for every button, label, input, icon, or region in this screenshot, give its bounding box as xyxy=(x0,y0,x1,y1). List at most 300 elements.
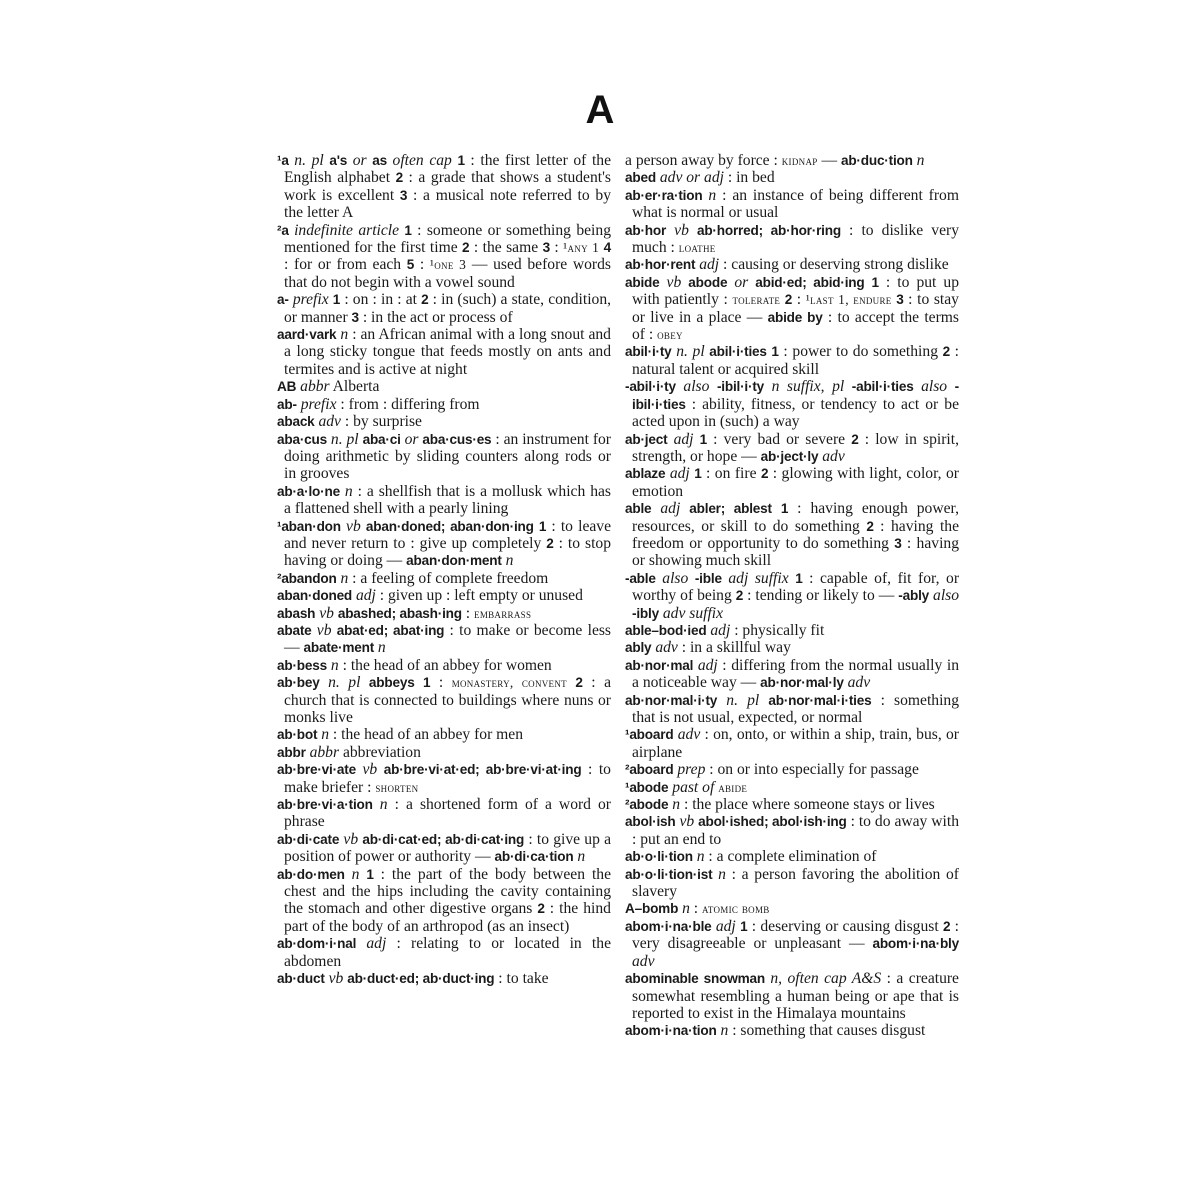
grammar-label: adj xyxy=(366,935,387,953)
grammar-label: n xyxy=(916,152,925,169)
definition-text: : having enough power, resources, or skill to do something xyxy=(632,500,959,535)
dictionary-entry xyxy=(277,866,611,936)
headword: a- xyxy=(277,292,289,308)
dictionary-entry xyxy=(625,169,959,186)
definition-text: : an instrument for doing arithmetic by sliding counters along rods or in grooves xyxy=(284,430,612,483)
grammar-label: adv or adj xyxy=(659,169,724,187)
headword: aback xyxy=(277,414,315,430)
dictionary-entry xyxy=(625,796,959,813)
dictionary-entry xyxy=(625,431,959,466)
definition-text: : someone or something being mentioned for the first time xyxy=(284,221,611,257)
cross-reference: obey xyxy=(657,327,683,343)
definition-text: : a person favoring the abolition of slavery xyxy=(632,865,960,901)
grammar-label: n xyxy=(344,482,353,500)
dictionary-entry xyxy=(625,657,959,692)
grammar-label: adv xyxy=(677,726,701,744)
definition-text: : xyxy=(461,604,475,622)
definition-text xyxy=(914,378,922,395)
grammar-label: vb xyxy=(319,604,334,622)
definition-text: : to leave and never return to : give up completely xyxy=(284,517,612,552)
definition-text: : very disagreeable or unpleasant — xyxy=(632,917,959,953)
definition-text: : to stay or live in a place — xyxy=(632,291,959,326)
grammar-label: vb xyxy=(346,517,361,535)
definition-text: : on or into especially for passage xyxy=(705,761,919,779)
grammar-label: vb xyxy=(328,970,344,988)
headword: ab·bot xyxy=(277,727,318,743)
bold-term: 1 xyxy=(795,570,803,586)
definition-text: : to stop having or doing — xyxy=(284,534,612,570)
bold-term: ab·nor·mal·ly xyxy=(760,675,844,691)
headword: abom·i·na·ble xyxy=(625,918,712,934)
bold-term: 2 xyxy=(760,466,769,482)
definition-text: : the hind part of the body of an arthropod (as an insect) xyxy=(284,900,611,935)
definition-text: : on fire xyxy=(701,465,761,483)
definition-text: — used before words that do not begin with a vowel sound xyxy=(284,256,611,291)
bold-term: aban·don·ment xyxy=(406,553,502,569)
definition-text: : relating to or located in the abdomen xyxy=(284,935,611,970)
dictionary-entry xyxy=(277,761,611,796)
dictionary-entry xyxy=(625,639,959,656)
headword: ab·bey xyxy=(277,675,320,691)
bold-term: 1 xyxy=(871,274,879,290)
headword: ²a xyxy=(277,222,289,238)
definition-text: : causing or deserving strong dislike xyxy=(719,256,949,274)
bold-term: 2 xyxy=(462,240,470,256)
grammar-label: n xyxy=(682,900,690,918)
definition-text: : from : differing from xyxy=(336,395,480,413)
grammar-label: n xyxy=(718,865,726,883)
dictionary-entry xyxy=(625,813,959,848)
grammar-label: n suffix, pl xyxy=(771,378,845,396)
headword: ab·dom·i·nal xyxy=(277,936,357,952)
bold-term: abol·ished; abol·ish·ing xyxy=(698,814,847,830)
headword: ab·nor·mal·i·ty xyxy=(625,692,718,708)
bold-term: as xyxy=(372,153,387,168)
definition-text: : a complete elimination of xyxy=(704,848,877,866)
headword: ab·bre·vi·ate xyxy=(277,762,356,778)
definition-text: : in a skillful way xyxy=(677,639,791,657)
dictionary-entry xyxy=(625,152,959,169)
definition-text: Alberta xyxy=(329,378,380,396)
headword: ab·di·cate xyxy=(277,831,340,847)
headword: ab·do·men xyxy=(277,866,345,882)
dictionary-entry xyxy=(277,518,611,570)
bold-term: 3 xyxy=(399,187,408,203)
headword: ab·ject xyxy=(625,431,668,447)
dictionary-entry xyxy=(625,378,959,430)
grammar-label: n xyxy=(321,726,330,744)
grammar-label: vb xyxy=(666,273,682,291)
grammar-label: adj xyxy=(710,621,731,639)
definition-text xyxy=(680,500,689,517)
grammar-label: prep xyxy=(677,761,706,779)
right-column xyxy=(625,152,959,1040)
dictionary-entry xyxy=(277,378,611,395)
headword: ab·bre·vi·a·tion xyxy=(277,797,373,813)
bold-term: 1 xyxy=(740,918,748,934)
grammar-label: adj xyxy=(673,430,694,448)
dictionary-entry xyxy=(625,1022,959,1039)
bold-term: ab·nor·mal·i·ties xyxy=(768,692,872,708)
dictionary-entry xyxy=(277,935,611,970)
dictionary-entry xyxy=(277,831,611,866)
headword: ablaze xyxy=(625,466,666,482)
grammar-label: or xyxy=(404,430,419,448)
definition-text: : xyxy=(430,674,452,692)
definition-text xyxy=(689,222,697,239)
grammar-label: n xyxy=(708,186,717,204)
definition-text: : by surprise xyxy=(340,413,422,431)
headword: ab·a·lo·ne xyxy=(277,483,340,499)
definition-text xyxy=(709,378,717,395)
bold-term: abide by xyxy=(767,309,823,325)
headword: ab·o·li·tion xyxy=(625,849,693,865)
definition-text: : the place where someone stays or lives xyxy=(680,796,935,814)
dictionary-entry xyxy=(625,848,959,865)
grammar-label: n xyxy=(505,552,514,570)
grammar-label: adj suffix xyxy=(728,569,789,587)
grammar-label: n. pl xyxy=(328,674,361,692)
headword: ab·nor·mal xyxy=(625,657,694,673)
dictionary-entry xyxy=(277,326,611,378)
grammar-label: n xyxy=(696,848,705,866)
bold-term: 3 xyxy=(542,240,550,256)
headword: abol·ish xyxy=(625,814,676,830)
definition-text: : deserving or causing disgust xyxy=(747,917,943,935)
grammar-label: also xyxy=(921,378,948,396)
dictionary-entry xyxy=(277,587,611,604)
grammar-label: vb xyxy=(316,621,332,639)
bold-term: 1 xyxy=(332,292,341,308)
grammar-label: n. pl xyxy=(726,691,760,709)
definition-text: : xyxy=(414,256,430,274)
headword: ¹a xyxy=(277,153,289,168)
grammar-label: adj xyxy=(715,917,736,935)
definition-text xyxy=(666,222,674,239)
definition-text xyxy=(415,674,423,691)
bold-term: 3 xyxy=(896,292,904,308)
bold-term: 2 xyxy=(866,518,874,534)
headword: abash xyxy=(277,605,316,621)
grammar-label: adj xyxy=(355,587,376,605)
dictionary-entry xyxy=(625,274,959,344)
dictionary-entry xyxy=(625,779,959,796)
grammar-label: adv xyxy=(822,447,845,465)
cross-reference: loathe xyxy=(678,240,716,256)
grammar-label: often cap xyxy=(392,152,452,169)
bold-term: abler; ablest xyxy=(689,501,772,517)
definition-text: : to accept the terms of : xyxy=(632,308,959,344)
dictionary-entry xyxy=(625,970,959,1022)
bold-term: 3 xyxy=(894,535,902,551)
dictionary-entry xyxy=(625,500,959,570)
headword: abom·i·na·tion xyxy=(625,1023,717,1039)
headword: -abil·i·ty xyxy=(625,379,676,395)
bold-term: 1 xyxy=(457,153,465,168)
bold-term: -ibil·i·ty xyxy=(716,379,765,395)
headword: -able xyxy=(625,570,656,586)
definition-text: : to give up a position of power or authority — xyxy=(284,830,611,866)
bold-term: 2 xyxy=(421,292,429,308)
grammar-label: indefinite article xyxy=(294,221,400,239)
headword: abbr xyxy=(277,744,306,760)
bold-term: 1 xyxy=(366,866,374,882)
dictionary-entry xyxy=(277,570,611,587)
bold-term: a's xyxy=(329,153,348,168)
definition-text: : having or showing much skill xyxy=(632,534,959,570)
cross-reference: ¹last 1, endure xyxy=(805,292,892,308)
grammar-label: n xyxy=(340,569,349,587)
dictionary-entry xyxy=(625,256,959,273)
dictionary-entry xyxy=(277,431,611,483)
bold-term: -abil·i·ties xyxy=(851,379,914,395)
bold-term: abate·ment xyxy=(303,640,375,656)
dictionary-entry xyxy=(625,761,959,778)
definition-text: : a grade that shows a student's work is excellent xyxy=(284,169,611,204)
dictionary-entry xyxy=(277,396,611,413)
definition-text: abbreviation xyxy=(339,743,421,761)
headword: aban·doned xyxy=(277,588,353,604)
grammar-label: n xyxy=(720,1022,729,1040)
bold-term: -ible xyxy=(694,570,722,586)
section-letter-heading: A xyxy=(585,88,615,132)
dictionary-entry xyxy=(625,900,959,917)
bold-term: -ibly xyxy=(632,605,659,621)
dictionary-entry xyxy=(625,866,959,901)
grammar-label: adj xyxy=(699,256,720,274)
dictionary-entry xyxy=(625,622,959,639)
bold-term: aba·ci xyxy=(362,431,401,447)
definition-text: : ability, fitness, or tendency to act or be acted upon in (such) a way xyxy=(632,395,959,431)
cross-reference: ¹any 1 xyxy=(563,240,600,256)
dictionary-entry xyxy=(277,726,611,743)
grammar-label: n xyxy=(351,865,360,883)
dictionary-entry xyxy=(277,291,611,326)
definition-text: : on, onto, or within a ship, train, bus, or airplane xyxy=(632,726,959,761)
headword: ²abode xyxy=(625,797,669,813)
definition-text: : to put up with patiently : xyxy=(632,273,959,309)
definition-text: : for or from each xyxy=(284,256,407,274)
bold-term: ab·bre·vi·at·ed; ab·bre·vi·at·ing xyxy=(383,762,582,778)
definition-text: : to make briefer : xyxy=(284,761,611,796)
definition-text: : tending or likely to — xyxy=(743,587,899,605)
headword: ²aboard xyxy=(625,762,674,778)
bold-term: 2 xyxy=(546,535,554,551)
definition-text: : on : in : at xyxy=(340,291,422,309)
bold-term: abom·i·na·bly xyxy=(872,936,959,952)
left-column xyxy=(277,152,611,988)
dictionary-entry xyxy=(277,744,611,761)
grammar-label: vb xyxy=(674,221,689,239)
definition-text: : an instance of being different from what is normal or usual xyxy=(632,186,959,222)
grammar-label: adv xyxy=(632,952,655,970)
bold-term: aba·cus·es xyxy=(422,431,492,447)
bold-term: 3 xyxy=(351,309,359,325)
bold-term: 4 xyxy=(603,240,611,256)
cross-reference: shorten xyxy=(375,779,419,795)
bold-term: abil·i·ties xyxy=(709,344,767,360)
headword: ab- xyxy=(277,396,297,412)
definition-text: : an African animal with a long snout and a long sticky tongue that feeds mostly on ants and termites and is active at night xyxy=(284,326,611,378)
dictionary-entry xyxy=(625,726,959,761)
cross-reference: monastery, convent xyxy=(451,675,567,691)
bold-term: 1 xyxy=(404,222,412,238)
headword: ably xyxy=(625,640,652,656)
dictionary-entry xyxy=(277,657,611,674)
dictionary-entry xyxy=(277,152,611,222)
grammar-label: also xyxy=(683,378,710,396)
grammar-label: past of xyxy=(672,778,715,796)
definition-text: : xyxy=(689,900,703,918)
grammar-label: adv suffix xyxy=(662,604,724,622)
definition-text: : given up : left empty or unused xyxy=(375,587,583,605)
definition-text: : a feeling of complete freedom xyxy=(348,569,549,587)
definition-text: : xyxy=(549,239,564,257)
grammar-label: n, often cap A&S xyxy=(770,970,882,988)
grammar-label: or xyxy=(352,152,367,169)
definition-text xyxy=(360,674,368,691)
grammar-label: or xyxy=(734,273,749,291)
bold-term: ab·di·ca·tion xyxy=(494,849,574,865)
bold-term: ab·horred; ab·hor·ring xyxy=(696,222,841,238)
grammar-label: vb xyxy=(362,761,378,779)
headword: able xyxy=(625,501,652,517)
headword: ab·o·li·tion·ist xyxy=(625,866,713,882)
definition-text xyxy=(660,274,667,291)
grammar-label: vb xyxy=(343,830,359,848)
bold-term: aban·doned; aban·don·ing xyxy=(365,518,534,534)
dictionary-entry xyxy=(277,622,611,657)
grammar-label: n. pl xyxy=(676,343,705,361)
definition-text: : in (such) a state, condition, or manner xyxy=(284,291,612,326)
definition-text: : very bad or severe xyxy=(707,430,852,448)
bold-term: 2 xyxy=(851,431,859,447)
bold-term: -ably xyxy=(898,588,930,604)
dictionary-entry xyxy=(277,674,611,726)
grammar-label: n xyxy=(577,848,586,866)
cross-reference: atomic bomb xyxy=(702,901,770,917)
bold-term: 1 xyxy=(699,431,708,447)
bold-term: 2 xyxy=(784,292,793,308)
definition-text xyxy=(865,274,872,291)
definition-text: : the head of an abbey for men xyxy=(329,726,524,744)
cross-reference: ¹one 3 xyxy=(429,257,467,273)
grammar-label: n xyxy=(330,656,339,674)
definition-text xyxy=(947,378,955,395)
headword: aba·cus xyxy=(277,431,327,447)
dictionary-entry xyxy=(625,187,959,222)
bold-term: 2 xyxy=(395,170,403,186)
definition-text: : differing from the normal usually in a noticeable way — xyxy=(632,656,959,692)
cross-reference: embarrass xyxy=(474,605,532,621)
dictionary-entry xyxy=(625,465,959,500)
headword: aard·vark xyxy=(277,327,337,343)
definition-text xyxy=(764,378,772,395)
dictionary-entry xyxy=(625,918,959,970)
grammar-label: also xyxy=(933,587,960,605)
dictionary-entry xyxy=(625,570,959,622)
grammar-label: adv xyxy=(847,674,871,692)
bold-term: ab·ject·ly xyxy=(760,448,819,464)
bold-term: 1 xyxy=(771,344,779,360)
bold-term: 1 xyxy=(538,518,547,534)
bold-term: 2 xyxy=(575,675,583,691)
definition-text: : capable of, fit for, or worthy of being xyxy=(632,569,960,605)
definition-text xyxy=(844,378,852,395)
bold-term: 5 xyxy=(406,257,415,273)
headword: A–bomb xyxy=(625,901,679,917)
dictionary-entry xyxy=(277,413,611,430)
bold-term: 1 xyxy=(780,501,789,517)
definition-text xyxy=(772,500,781,517)
dictionary-entry xyxy=(277,605,611,622)
definition-text: : a musical note referred to by the letter A xyxy=(284,186,612,222)
definition-text: : to make or become less — xyxy=(284,621,611,657)
definition-text: : to dislike very much : xyxy=(632,221,959,257)
dictionary-entry xyxy=(625,222,959,257)
bold-term: 2 xyxy=(942,344,950,360)
grammar-label: adv xyxy=(655,639,678,657)
definition-text: : something that is not usual, expected, or normal xyxy=(632,691,960,726)
definition-text: : to take xyxy=(494,970,549,988)
definition-text: : physically fit xyxy=(730,621,825,639)
grammar-label: adj xyxy=(697,656,718,674)
grammar-label: abbr xyxy=(309,743,340,761)
cross-reference: tolerate xyxy=(732,292,781,308)
bold-term: ab·duct·ed; ab·duct·ing xyxy=(347,971,495,987)
bold-term: -ibil·i·ties xyxy=(632,379,959,412)
headword: ¹abode xyxy=(625,779,669,795)
headword: abil·i·ty xyxy=(625,344,672,360)
bold-term: abat·ed; abat·ing xyxy=(336,622,445,638)
definition-text xyxy=(373,796,380,813)
dictionary-entry xyxy=(625,692,959,727)
definition-text: : a shellfish that is a mollusk which has a flattened shell with a pearly lining xyxy=(284,482,611,518)
definition-text xyxy=(320,674,328,691)
grammar-label: n. pl xyxy=(330,430,359,448)
definition-text: : a creature somewhat resembling a human being or ape that is reported to exist in the Himalaya mountains xyxy=(632,970,959,1022)
cross-reference: kidnap xyxy=(781,153,818,168)
headword: ab·hor·rent xyxy=(625,257,696,273)
definition-text: : natural talent or acquired skill xyxy=(632,343,959,378)
bold-term: abode xyxy=(688,274,728,290)
grammar-label: adv xyxy=(318,413,341,431)
definition-text: : power to do something xyxy=(778,343,943,361)
bold-term: 2 xyxy=(537,901,545,917)
headword: ab·er·ra·tion xyxy=(625,187,703,203)
definition-text: : something that causes disgust xyxy=(728,1022,926,1040)
definition-text: : xyxy=(792,291,806,309)
bold-term: 1 xyxy=(694,466,702,482)
definition-text xyxy=(356,935,366,952)
headword: ab·bess xyxy=(277,657,327,673)
bold-term: abbeys xyxy=(368,675,415,691)
grammar-label: adj xyxy=(660,500,681,518)
definition-text: : glowing with light, color, or emotion xyxy=(632,465,959,500)
bold-term: abid·ed; abid·ing xyxy=(755,274,865,290)
headword: able–bod·ied xyxy=(625,622,707,638)
grammar-label: prefix xyxy=(300,395,337,413)
definition-text: : in bed xyxy=(723,169,775,187)
definition-text: : the part of the body between the chest and the hips including the cavity containing the stomach and other digestive organs xyxy=(284,865,612,918)
headword: ab·hor xyxy=(625,222,667,238)
headword: AB xyxy=(277,379,297,395)
dictionary-entry xyxy=(277,222,611,292)
bold-term: 2 xyxy=(735,588,744,604)
dictionary-entry xyxy=(277,483,611,518)
definition-text xyxy=(345,866,352,883)
definition-text: a person away by force : xyxy=(625,152,782,169)
